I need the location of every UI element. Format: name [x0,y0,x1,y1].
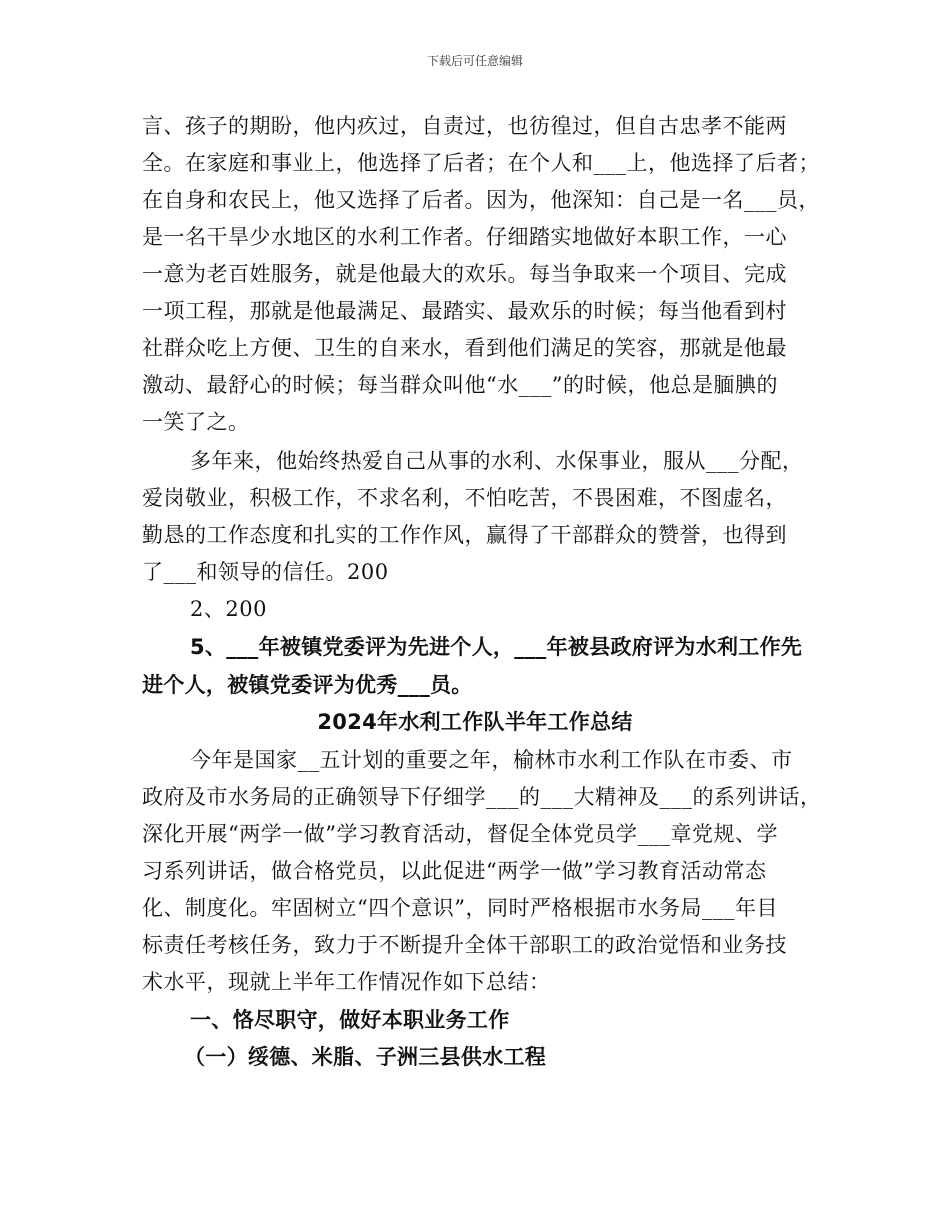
section-heading: 一、恪尽职守，做好本职业务工作 [190,1008,510,1032]
paragraph-start-line: 今年是国家__五计划的重要之年，榆林市水利工作队在市委、市 [190,748,793,772]
body-line: 化、制度化。牢固树立“四个意识”，同时严格根据市水务局___年目 [142,896,778,920]
subsection-heading: （一）绥德、米脂、子洲三县供水工程 [184,1045,547,1069]
body-line: 标责任考核任务，致力于不断提升全体干部职工的政治觉悟和业务技 [142,933,787,957]
body-line: 言、孩子的期盼，他内疚过，自责过，也彷徨过，但自古忠孝不能两 [142,114,787,138]
body-line: 2、200 [190,597,267,621]
body-line: 勤恳的工作态度和扎实的工作作风，赢得了干部群众的赞誉，也得到 [142,523,787,547]
body-line: 社群众吃上方便、卫生的自来水，看到他们满足的笑容，那就是他最 [142,336,787,360]
body-line: 术水平，现就上半年工作情况作如下总结： [142,970,551,994]
body-line: 一笑了之。 [142,410,250,434]
body-line: 激动、最舒心的时候；每当群众叫他“水___”的时候，他总是腼腆的 [142,373,778,397]
body-line: 是一名干旱少水地区的水利工作者。仔细踏实地做好本职工作，一心 [142,225,787,249]
body-line: 政府及市水务局的正确领导下仔细学___的___大精神及___的系列讲话， [142,785,822,809]
document-title: 2024年水利工作队半年工作总结 [317,710,633,734]
bold-line: 5、___年被镇党委评为先进个人，___年被县政府评为水利工作先 [190,635,803,659]
body-line: 一意为老百姓服务，就是他最大的欢乐。每当争取来一个项目、完成 [142,262,787,286]
bold-line: 进个人，被镇党委评为优秀___员。 [142,673,473,697]
paragraph-start-line: 多年来，他始终热爱自己从事的水利、水保事业，服从___分配， [190,449,804,473]
body-line: 习系列讲话，做合格党员，以此促进“两学一做”学习教育活动常态 [142,859,767,883]
body-line: 爱岗敬业，积极工作，不求名利，不怕吃苦，不畏困难，不图虚名， [142,486,787,510]
body-line: 一项工程，那就是他最满足、最踏实、最欢乐的时候；每当他看到村 [142,299,787,323]
body-line: 全。在家庭和事业上，他选择了后者；在个人和___上，他选择了后者； [142,151,820,175]
body-line: 在自身和农民上，他又选择了后者。因为，他深知：自己是一名___员， [142,188,820,212]
body-line: 深化开展“两学一做”学习教育活动，督促全体党员学___章党规、学 [142,822,778,846]
body-line: 了___和领导的信任。200 [142,560,389,584]
page-header: 下载后可任意编辑 [426,54,523,68]
